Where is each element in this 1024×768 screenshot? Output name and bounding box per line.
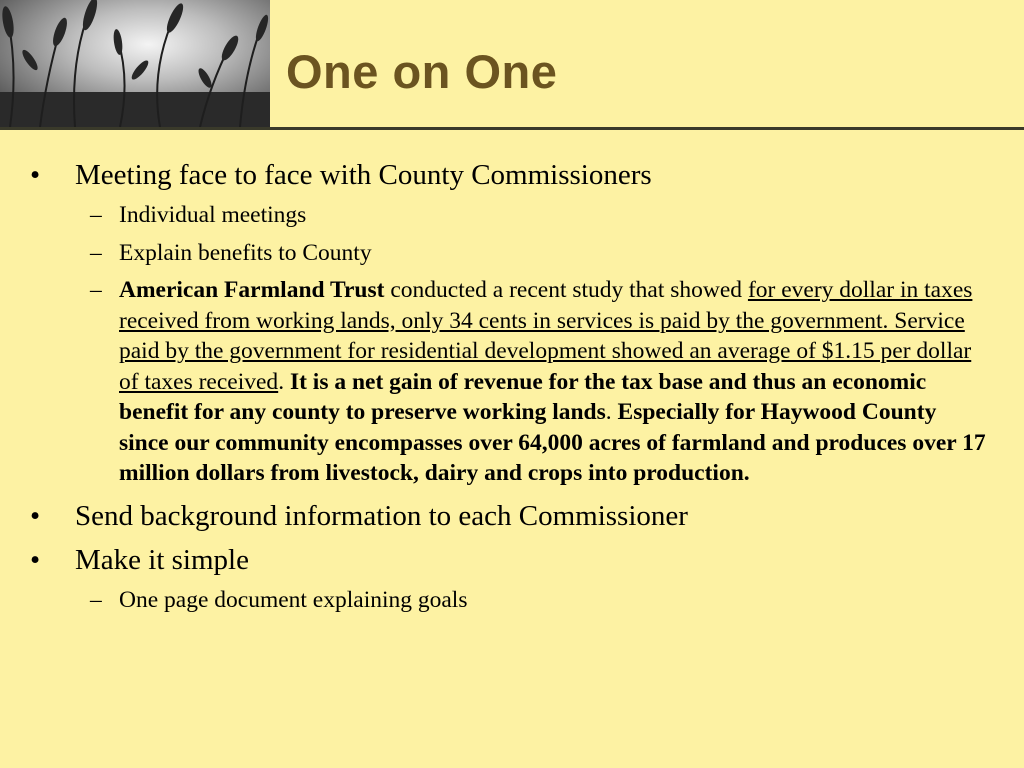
sub-bullet-text: One page document explaining goals (119, 586, 468, 613)
study-finding: for every dollar in taxes received from working lands, only 34 cents in services is paid by the government. Service paid by the government for residential development showed an average of $1.15 per dollar of taxes received (119, 277, 973, 395)
bullet-item (30, 158, 990, 192)
sub-bullet-item (75, 238, 990, 269)
sub-bullet-text: Explain benefits to County (119, 239, 372, 266)
punctuation: . (605, 399, 618, 425)
sub-bullet-item (75, 275, 990, 489)
net-gain-statement: It is a net gain of revenue for the tax base and thus an economic benefit for any county to preserve working lands (119, 368, 927, 425)
bullet-dot-icon: • (30, 159, 41, 191)
sub-bullet-item (75, 585, 990, 616)
dash-icon: – (90, 202, 102, 228)
title-divider (0, 127, 1024, 130)
study-intro: conducted a recent study that showed (384, 277, 748, 303)
bullet-item (30, 543, 990, 577)
sub-bullet-item (75, 200, 990, 231)
bullet-item (30, 499, 990, 533)
dash-icon: – (90, 239, 102, 266)
bullet-list (30, 158, 990, 622)
punctuation: . (278, 368, 290, 395)
dash-icon: – (90, 277, 102, 303)
bullet-dot-icon: • (30, 543, 41, 576)
haywood-statement: Especially for Haywood County since our community encompasses over 64,000 acres of farmland and produces over 17 million dollars from livestock, dairy and crops into production. (119, 399, 986, 486)
bullet-text: Meeting face to face with County Commissioners (75, 159, 652, 191)
bullet-text: Send background information to each Commissioner (75, 499, 688, 532)
slide-title: One on One (286, 45, 558, 98)
org-name: American Farmland Trust (119, 277, 385, 303)
bullet-dot-icon: • (30, 499, 41, 532)
dash-icon: – (90, 586, 102, 613)
bullet-text: Make it simple (75, 543, 249, 576)
wheat-field-icon (0, 0, 270, 127)
wheat-field-photo (0, 0, 270, 127)
sub-bullet-text: Individual meetings (119, 202, 307, 228)
